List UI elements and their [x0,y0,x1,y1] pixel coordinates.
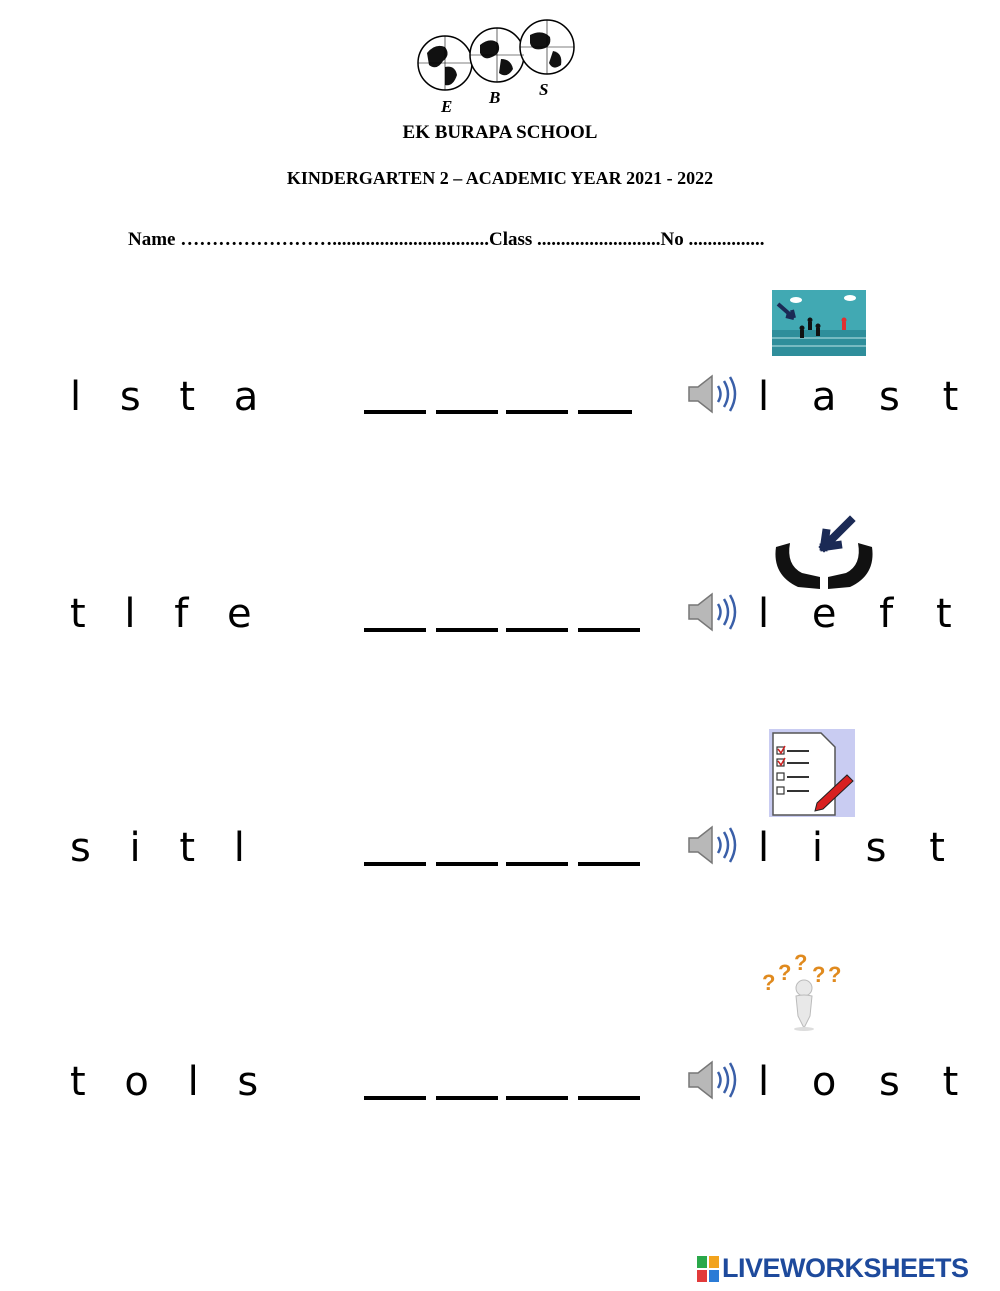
checklist-picture [769,729,855,817]
speaker-icon[interactable] [686,372,738,416]
liveworksheets-blocks-icon [697,1256,719,1282]
speaker-icon[interactable] [686,823,738,867]
scrambled-word: s i t l [70,825,258,871]
svg-text:?: ? [762,970,776,995]
answer-blanks[interactable] [364,862,644,868]
answer-blanks[interactable] [364,628,644,634]
name-class-no-line: Name …………………….................................Class ..........................No ................ [128,229,765,250]
scrambled-word: l s t a [70,374,272,420]
logo-letter-e: E [441,97,453,115]
answer-word: l i s t [758,825,960,871]
svg-text:?: ? [828,962,842,987]
answer-word: l a s t [758,374,974,420]
answer-blanks[interactable] [364,410,644,416]
liveworksheets-brand: LIVEWORKSHEETS [722,1253,969,1283]
question-marks-person-picture [760,950,846,1032]
speaker-icon[interactable] [686,1058,738,1102]
running-race-picture [772,290,866,356]
svg-text:?: ? [812,962,826,987]
answer-blanks[interactable] [364,1096,644,1102]
answer-word: l o s t [758,1059,974,1105]
liveworksheets-logo [697,1253,997,1285]
academic-year: KINDERGARTEN 2 – ACADEMIC YEAR 2021 - 2022 [286,168,714,188]
svg-text:?: ? [778,960,792,985]
speaker-icon[interactable] [686,590,738,634]
school-name: EK BURAPA SCHOOL [402,122,598,143]
logo-letter-s: S [539,80,549,99]
scrambled-word: t o l s [70,1059,272,1105]
logo-letter-b: B [489,88,501,107]
scrambled-word: t l f e [70,591,265,637]
hands-arrow-picture [770,515,878,593]
answer-word: l e f t [758,591,967,637]
svg-text:?: ? [794,950,808,975]
school-logo [415,15,580,115]
